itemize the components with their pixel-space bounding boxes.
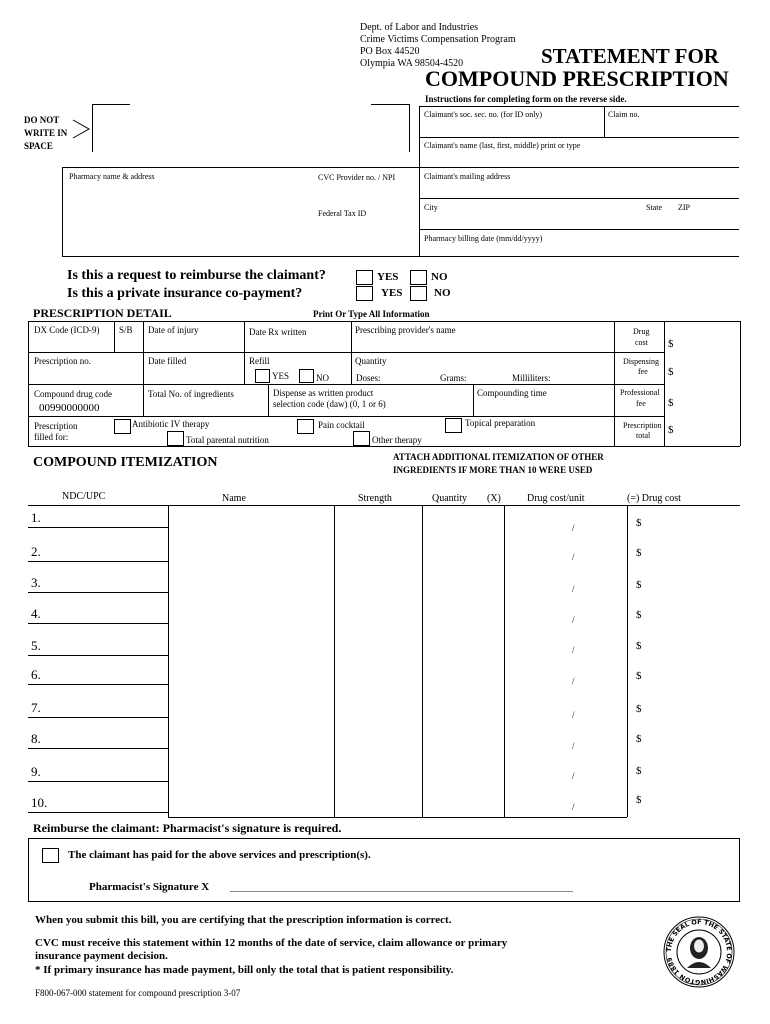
reimburse-question: Is this a request to reimburse the claimant?	[67, 268, 326, 283]
claimant-paid-label: The claimant has paid for the above services and prescription(s).	[68, 849, 371, 861]
disp-fee-dollar: $	[668, 366, 674, 378]
copay-question: Is this a private insurance co-payment?	[67, 286, 303, 301]
item-row-unit-slash: /	[572, 802, 575, 812]
dx-code-field[interactable]: DX Code (ICD-9)	[34, 325, 100, 335]
other-therapy-checkbox[interactable]	[353, 431, 370, 446]
item-row-number: 2.	[31, 544, 41, 559]
state-field[interactable]: State	[646, 203, 662, 212]
city-field[interactable]: City	[424, 203, 438, 212]
refill-label: Refill	[249, 356, 270, 366]
other-therapy-label: Other therapy	[372, 435, 422, 445]
arrow-icon	[72, 118, 92, 140]
item-row-dollar: $	[636, 579, 642, 591]
prof-fee-label-1: Professional	[620, 388, 660, 397]
reimburse-heading: Reimburse the claimant: Pharmacist's signature is required.	[33, 821, 342, 835]
item-row-number: 8.	[31, 731, 41, 746]
doses-field[interactable]: Doses:	[356, 373, 381, 383]
antibiotic-label: Antibiotic IV therapy	[132, 419, 210, 429]
detail-heading: PRESCRIPTION DETAIL	[33, 306, 172, 320]
drug-cost-label-1: Drug	[633, 327, 650, 336]
signature-line[interactable]	[230, 891, 573, 892]
item-row-dollar: $	[636, 670, 642, 682]
item-row-ndc-line[interactable]	[28, 812, 168, 813]
cvc-deadline-2: insurance payment decision.	[35, 950, 168, 962]
form-title-line2: COMPOUND PRESCRIPTION	[425, 66, 729, 91]
pharmacy-name-field[interactable]: Pharmacy name & address	[69, 172, 155, 181]
certification-text: When you submit this bill, you are certifying that the prescription information is correct.	[35, 914, 452, 926]
item-row-number: 7.	[31, 700, 41, 715]
reimburse-no-checkbox[interactable]	[410, 270, 427, 285]
topical-checkbox[interactable]	[445, 418, 462, 433]
do-not-write-line1: DO NOT	[24, 115, 60, 125]
form-title-line1: STATEMENT FOR	[541, 44, 719, 68]
primary-insurance-note: * If primary insurance has made payment, bill only the total that is patient responsibility.	[35, 964, 454, 976]
filled-for-label-2: filled for:	[34, 432, 69, 442]
prof-fee-label-2: fee	[636, 399, 646, 408]
item-row-ndc-line[interactable]	[28, 561, 168, 562]
reimburse-yes-label: YES	[377, 271, 399, 283]
city-address: Olympia WA 98504-4520	[360, 58, 464, 69]
col-x: (X)	[487, 493, 501, 504]
item-row-dollar: $	[636, 640, 642, 652]
filled-for-label-1: Prescription	[34, 421, 78, 431]
form-number: F800-067-000 statement for compound prescription 3-07	[35, 988, 241, 998]
item-row-unit-slash: /	[572, 710, 575, 720]
compound-code-label: Compound drug code	[34, 389, 112, 399]
drug-cost-label-2: cost	[635, 338, 648, 347]
instructions-note: Instructions for completing form on the reverse side.	[425, 94, 627, 104]
washington-state-seal-icon	[663, 916, 735, 988]
cvc-deadline-1: CVC must receive this statement within 12 months of the date of service, claim allowance or primary	[35, 937, 508, 949]
col-drug-cost-unit: Drug cost/unit	[527, 493, 585, 504]
claimant-name-field[interactable]: Claimant's name (last, first, middle) print or type	[424, 141, 581, 150]
tax-id-field[interactable]: Federal Tax ID	[318, 209, 367, 218]
item-row-dollar: $	[636, 517, 642, 529]
do-not-write-line2: WRITE IN	[24, 128, 68, 138]
reimburse-no-label: NO	[431, 271, 448, 283]
rx-total-label-2: total	[636, 431, 651, 440]
item-row-ndc-line[interactable]	[28, 748, 168, 749]
item-row-dollar: $	[636, 733, 642, 745]
compound-code-value[interactable]: 00990000000	[39, 402, 100, 414]
item-row-ndc-line[interactable]	[28, 684, 168, 685]
tpn-checkbox[interactable]	[167, 431, 184, 446]
item-row-unit-slash: /	[572, 676, 575, 686]
date-injury-field[interactable]: Date of injury	[148, 325, 199, 335]
attach-note-2: INGREDIENTS IF MORE THAN 10 WERE USED	[393, 465, 593, 475]
item-row-number: 6.	[31, 667, 41, 682]
col-ndc: NDC/UPC	[62, 491, 106, 502]
grams-field[interactable]: Grams:	[440, 373, 467, 383]
refill-no-checkbox[interactable]	[299, 369, 314, 383]
item-row-ndc-line[interactable]	[28, 623, 168, 624]
copay-yes-checkbox[interactable]	[356, 286, 373, 301]
copay-yes-label: YES	[381, 287, 403, 299]
provider-no-field[interactable]: CVC Provider no. / NPI	[318, 173, 396, 182]
seal-text: THE SEAL OF THE STATE OF WASHINGTON 1889	[664, 917, 734, 987]
copay-no-label: NO	[434, 287, 451, 299]
refill-no-label: NO	[316, 373, 329, 383]
rx-no-field[interactable]: Prescription no.	[34, 356, 91, 366]
sb-field[interactable]: S/B	[119, 325, 133, 335]
item-row-unit-slash: /	[572, 584, 575, 594]
item-row-ndc-line[interactable]	[28, 655, 168, 656]
refill-yes-checkbox[interactable]	[255, 369, 270, 383]
ssn-field[interactable]: Claimant's soc. sec. no. (for ID only)	[424, 110, 543, 119]
item-row-dollar: $	[636, 794, 642, 806]
item-row-number: 10.	[31, 795, 48, 810]
item-row-dollar: $	[636, 765, 642, 777]
item-row-number: 1.	[31, 510, 41, 525]
item-row-ndc-line[interactable]	[28, 527, 168, 528]
billing-date-field[interactable]: Pharmacy billing date (mm/dd/yyyy)	[424, 234, 543, 243]
date-written-field[interactable]: Date Rx written	[249, 327, 307, 337]
item-row-unit-slash: /	[572, 771, 575, 781]
item-row-unit-slash: /	[572, 645, 575, 655]
itemization-heading: COMPOUND ITEMIZATION	[33, 455, 218, 470]
mailing-address-field[interactable]: Claimant's mailing address	[424, 172, 511, 181]
date-filled-field[interactable]: Date filled	[148, 356, 187, 366]
item-row-unit-slash: /	[572, 615, 575, 625]
item-row-unit-slash: /	[572, 741, 575, 751]
col-name: Name	[222, 493, 246, 504]
reimburse-yes-checkbox[interactable]	[356, 270, 373, 285]
copay-no-checkbox[interactable]	[410, 286, 427, 301]
col-strength: Strength	[358, 493, 392, 504]
daw-label-2: selection code (daw) (0, 1 or 6)	[273, 399, 386, 409]
item-row-dollar: $	[636, 609, 642, 621]
item-row-ndc-line[interactable]	[28, 592, 168, 593]
item-row-number: 4.	[31, 606, 41, 621]
col-quantity: Quantity	[432, 493, 467, 504]
dept-name: Dept. of Labor and Industries	[360, 22, 479, 33]
item-row-unit-slash: /	[572, 552, 575, 562]
rx-total-dollar: $	[668, 424, 674, 436]
total-ingredients-field[interactable]: Total No. of ingredients	[148, 389, 234, 399]
quantity-label: Quantity	[355, 356, 387, 366]
po-box: PO Box 44520	[360, 46, 420, 57]
pain-cocktail-checkbox[interactable]	[297, 419, 314, 434]
item-row-number: 9.	[31, 764, 41, 779]
signature-label: Pharmacist's Signature X	[89, 881, 210, 893]
do-not-write-line3: SPACE	[24, 141, 53, 151]
program-name: Crime Victims Compensation Program	[360, 34, 516, 45]
pain-cocktail-label: Pain cocktail	[318, 420, 365, 430]
item-row-dollar: $	[636, 547, 642, 559]
rx-total-label-1: Prescription	[623, 421, 662, 430]
item-row-ndc-line[interactable]	[28, 717, 168, 718]
zip-field[interactable]: ZIP	[678, 203, 690, 212]
item-row-number: 5.	[31, 638, 41, 653]
antibiotic-checkbox[interactable]	[114, 419, 131, 434]
topical-label: Topical preparation	[465, 418, 536, 428]
disp-fee-label-2: fee	[638, 367, 648, 376]
compounding-time-field[interactable]: Compounding time	[477, 388, 547, 398]
item-row-dollar: $	[636, 703, 642, 715]
claim-no-field[interactable]: Claim no.	[608, 110, 640, 119]
item-row-ndc-line[interactable]	[28, 781, 168, 782]
disp-fee-label-1: Dispensing	[623, 357, 659, 366]
refill-yes-label: YES	[272, 371, 290, 381]
prescriber-field[interactable]: Prescribing provider's name	[355, 325, 456, 335]
print-note: Print Or Type All Information	[313, 309, 430, 319]
milliliters-field[interactable]: Milliliters:	[512, 373, 551, 383]
daw-label-1: Dispense as written product	[273, 388, 374, 398]
attach-note-1: ATTACH ADDITIONAL ITEMIZATION OF OTHER	[393, 452, 604, 462]
item-row-unit-slash: /	[572, 523, 575, 533]
prof-fee-dollar: $	[668, 397, 674, 409]
col-drug-cost: (=) Drug cost	[627, 493, 681, 504]
item-row-number: 3.	[31, 575, 41, 590]
tpn-label: Total parental nutrition	[186, 435, 269, 445]
claimant-paid-checkbox[interactable]	[42, 848, 59, 863]
drug-cost-dollar: $	[668, 338, 674, 350]
